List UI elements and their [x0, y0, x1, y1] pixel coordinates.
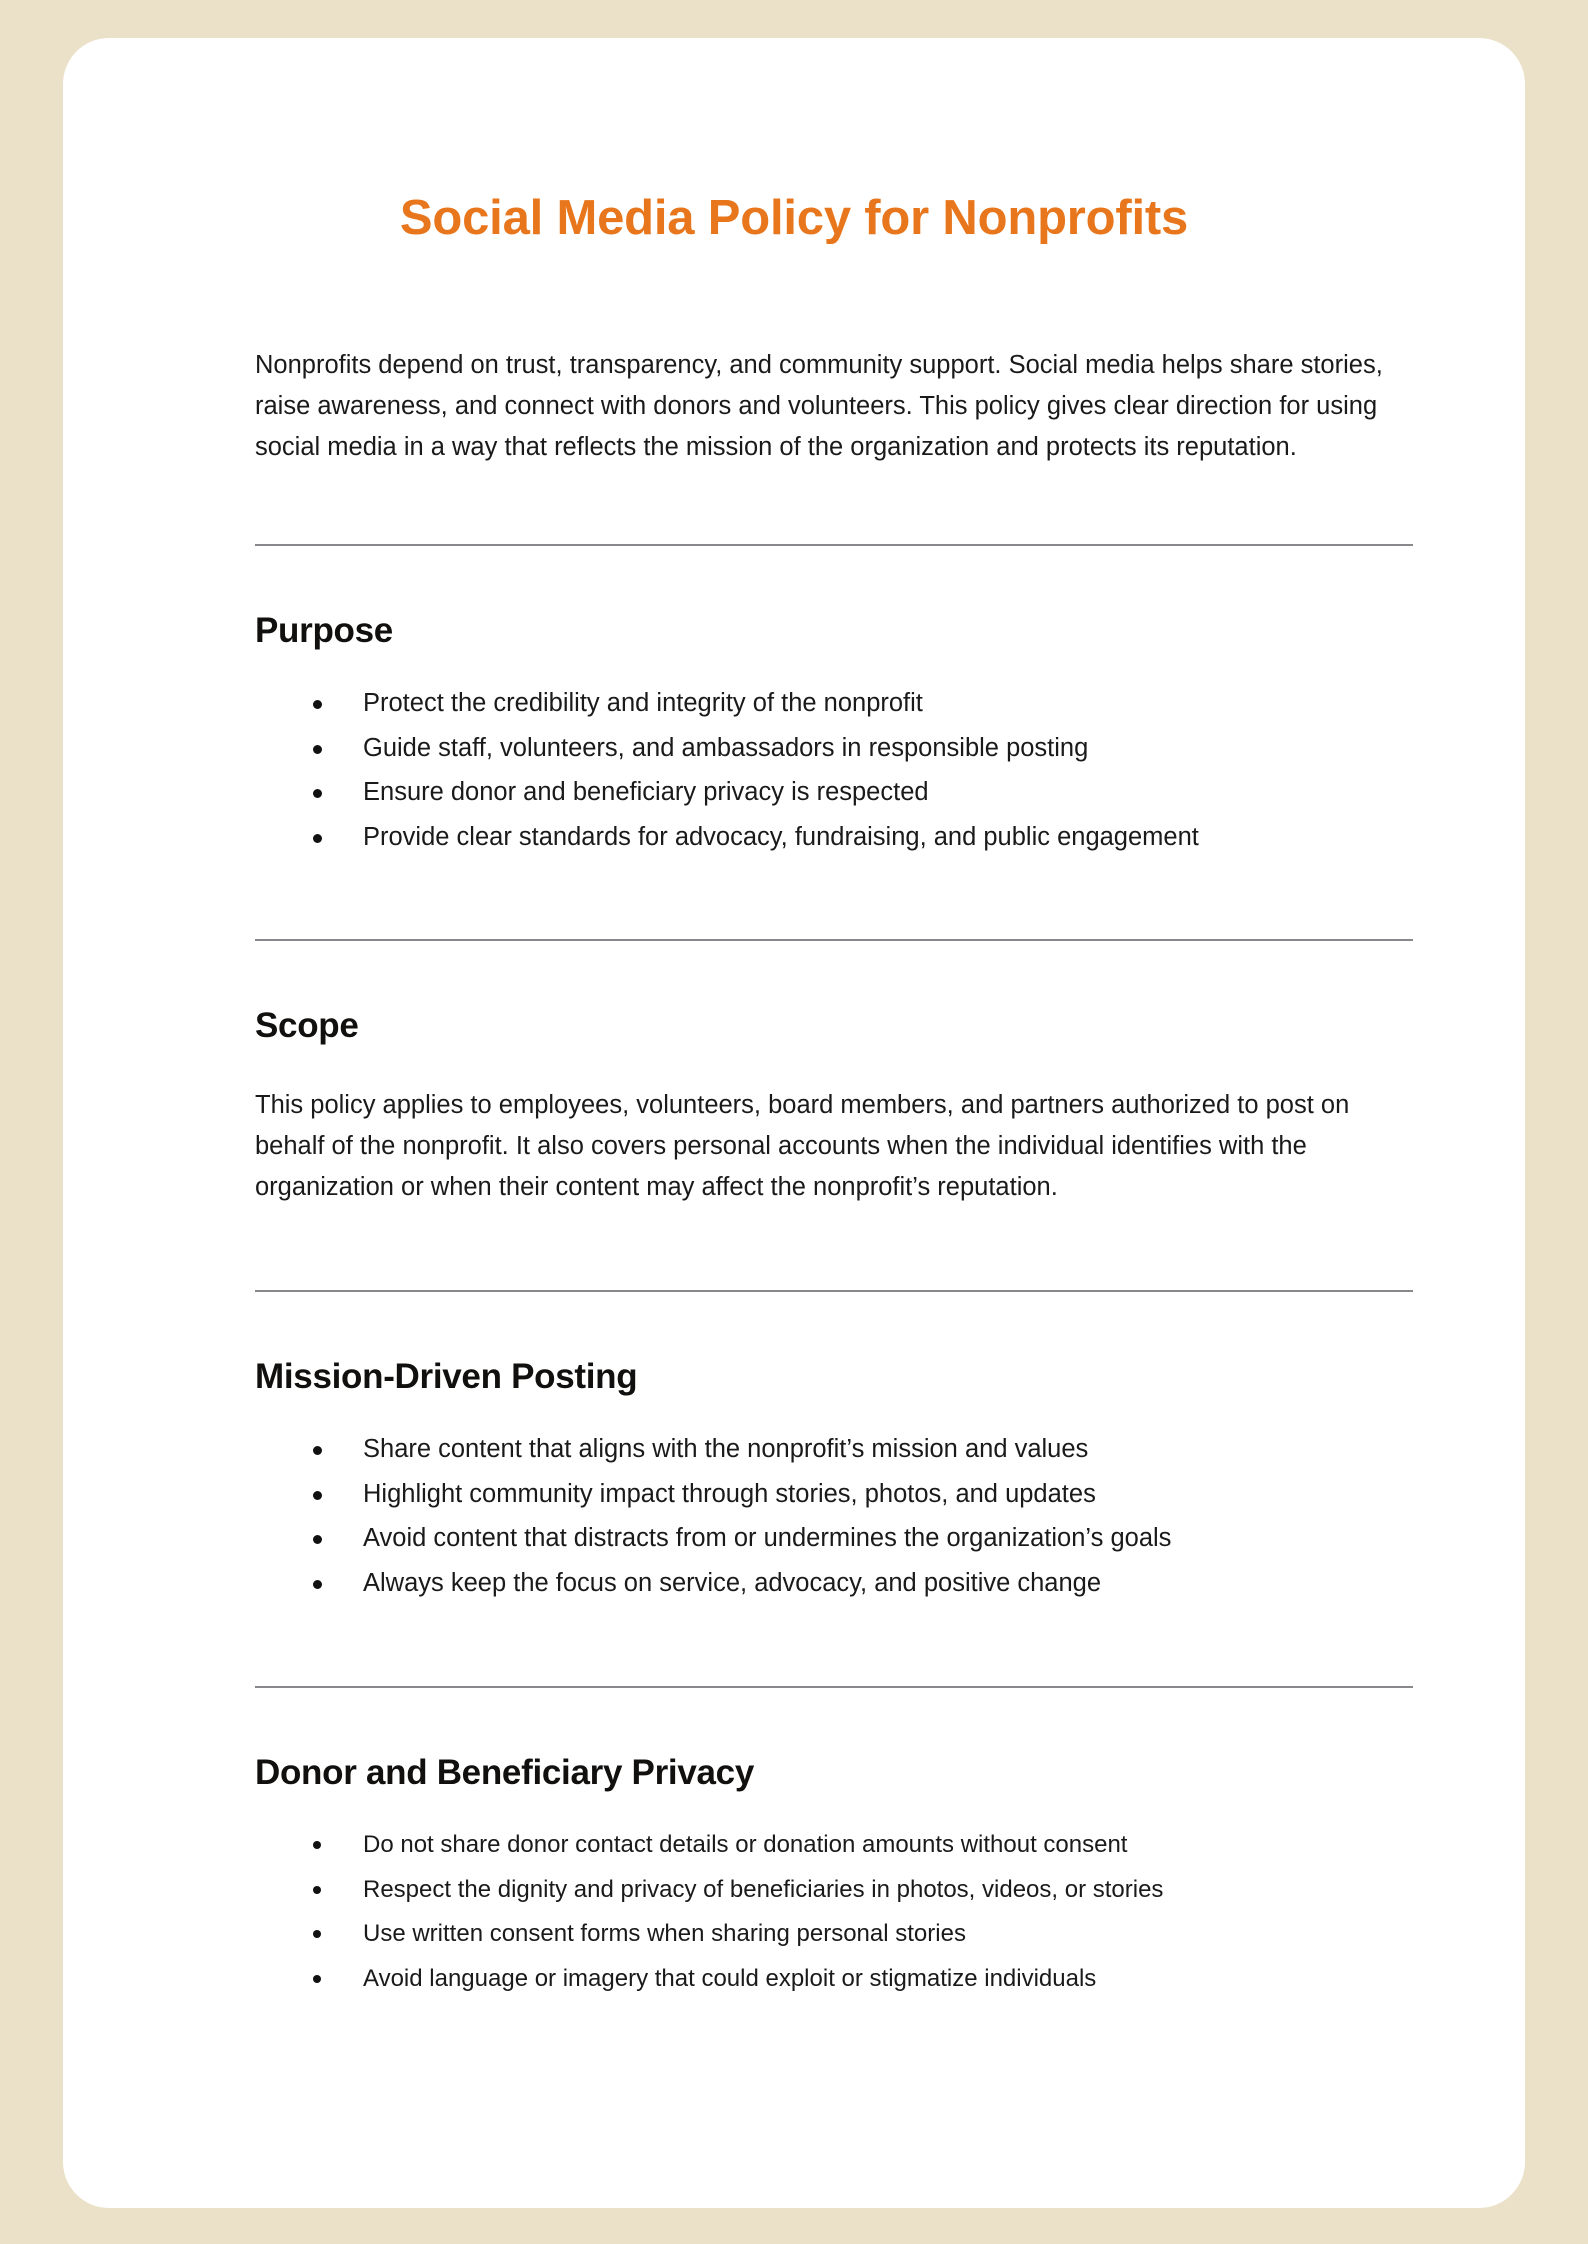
section-heading-scope: Scope: [255, 1006, 359, 1046]
list-item-label: Always keep the focus on service, advocacy, and positive change: [363, 1568, 1102, 1597]
bullet-dot-icon: [313, 789, 322, 798]
list-item: [313, 1920, 1413, 1948]
list-item-label: Guide staff, volunteers, and ambassadors in responsible posting: [363, 733, 1089, 762]
bullet-dot-icon: [313, 834, 322, 843]
list-item-label: Protect the credibility and integrity of the nonprofit: [363, 689, 923, 718]
list-item-label: Avoid language or imagery that could exploit or stigmatize individuals: [363, 1964, 1097, 1992]
bullet-dot-icon: [313, 745, 322, 754]
page-title: Social Media Policy for Nonprofits: [399, 191, 1189, 245]
bullet-dot-icon: [313, 700, 322, 709]
list-item: [313, 1965, 1413, 1993]
document-content: [63, 38, 1525, 2009]
list-item-label: Do not share donor contact details or donation amounts without consent: [363, 1831, 1128, 1859]
list-item-label: Respect the dignity and privacy of beneficiaries in photos, videos, or stories: [363, 1875, 1164, 1903]
list-item-label: Provide clear standards for advocacy, fundraising, and public engagement: [363, 822, 1199, 851]
bullet-dot-icon: [313, 1930, 321, 1938]
bullet-dot-icon: [313, 1975, 321, 1983]
list-item-label: Avoid content that distracts from or undermines the organization’s goals: [363, 1524, 1172, 1553]
list-item-label: Ensure donor and beneficiary privacy is respected: [363, 778, 929, 807]
list-item-label: Highlight community impact through stories, photos, and updates: [363, 1479, 1096, 1508]
list-item: [313, 1524, 1413, 1553]
section-heading-mission-driven-posting: Mission-Driven Posting: [255, 1357, 638, 1397]
purpose-bullet-list: [175, 652, 1413, 852]
list-item: [313, 689, 1413, 718]
divider-after-purpose: [175, 867, 1413, 941]
bullet-dot-icon: [313, 1841, 321, 1849]
list-item: [313, 823, 1413, 852]
list-item: [313, 1569, 1413, 1598]
divider-after-mission: [175, 1613, 1413, 1688]
list-item: [313, 734, 1413, 763]
privacy-bullet-list: [175, 1794, 1413, 1993]
bullet-dot-icon: [313, 1580, 322, 1589]
divider-after-scope: [175, 1208, 1413, 1292]
scope-paragraph: This policy applies to employees, volunteers, board members, and partners authorized to post on behalf of the nonprofit. It also covers personal accounts when the individual identifies with the organization or when their content may affect the nonprofit’s reputation.: [255, 1091, 1350, 1202]
section-heading-donor-beneficiary-privacy: Donor and Beneficiary Privacy: [255, 1753, 754, 1793]
document-card: [63, 38, 1525, 2208]
bullet-dot-icon: [313, 1535, 322, 1544]
bullet-dot-icon: [313, 1446, 322, 1455]
list-item-label: Share content that aligns with the nonprofit’s mission and values: [363, 1435, 1089, 1464]
list-item: [313, 1435, 1413, 1464]
list-item: [313, 1831, 1413, 1859]
mission-bullet-list: [175, 1398, 1413, 1598]
section-heading-purpose: Purpose: [255, 611, 393, 651]
list-item: [313, 1876, 1413, 1904]
bullet-dot-icon: [313, 1491, 322, 1500]
intro-paragraph: Nonprofits depend on trust, transparency, and community support. Social media helps share stories, raise awareness, and connect with donors and volunteers. This policy gives clear direction for using social media in a way that reflects the mission of the organization and protects its reputation.: [255, 351, 1383, 462]
list-item: [313, 1480, 1413, 1509]
list-item-label: Use written consent forms when sharing personal stories: [363, 1920, 966, 1948]
bullet-dot-icon: [313, 1886, 321, 1894]
divider-after-intro: [175, 468, 1413, 546]
list-item: [313, 778, 1413, 807]
